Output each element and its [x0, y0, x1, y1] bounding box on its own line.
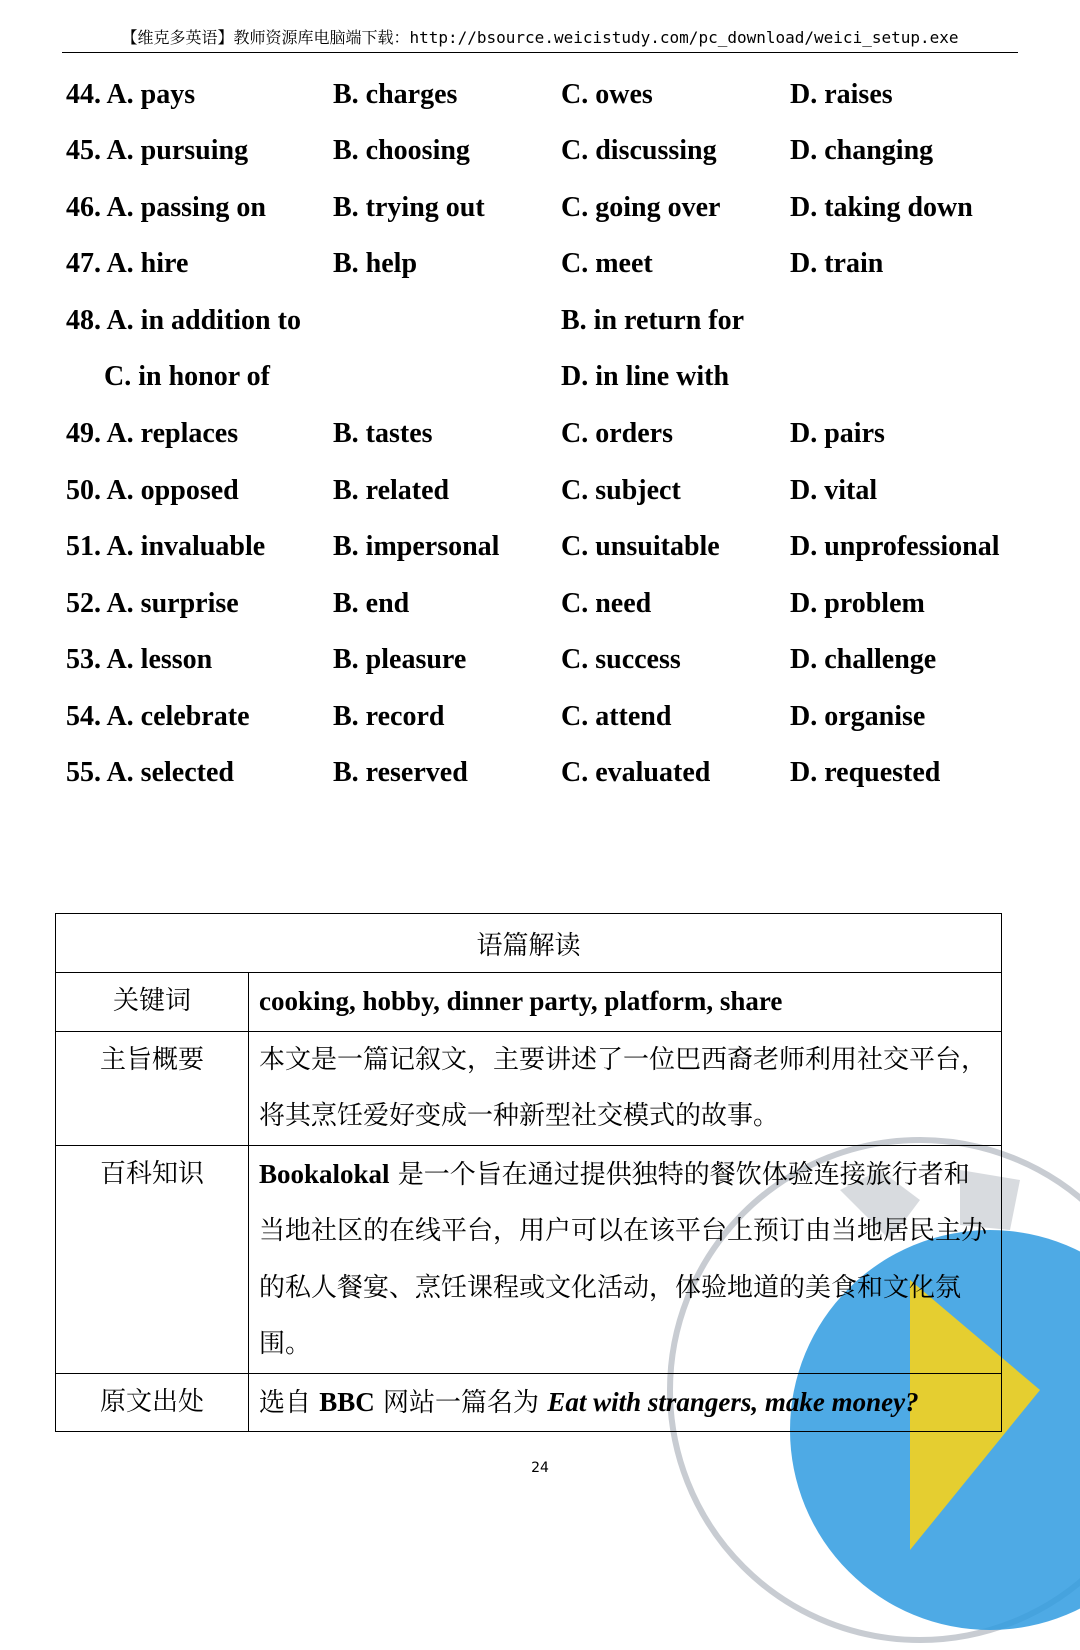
option-b: B. end [333, 588, 410, 619]
option-c: C. unsuitable [561, 531, 720, 562]
option-b: B. charges [333, 79, 458, 110]
option-a: 55. A. selected [66, 757, 234, 788]
option-b: B. help [333, 248, 418, 279]
option-c: C. subject [561, 475, 681, 506]
source-prefix: 选自 [259, 1387, 320, 1418]
source-label: 原文出处 [56, 1373, 249, 1432]
option-a: 46. A. passing on [66, 192, 266, 223]
option-a: 44. A. pays [66, 79, 196, 110]
option-c: C. meet [561, 248, 653, 279]
option-d: D. raises [790, 79, 893, 110]
option-a: 51. A. invaluable [66, 531, 266, 562]
option-b: B. related [333, 475, 450, 506]
source-content [249, 1373, 1002, 1432]
option-d: D. in line with [561, 361, 730, 392]
option-a: 48. A. in addition to [66, 305, 301, 336]
option-a: 49. A. replaces [66, 418, 239, 449]
option-c: C. discussing [561, 135, 717, 166]
keywords-label: 关键词 [56, 973, 249, 1032]
option-d: D. unprofessional [790, 531, 1000, 562]
option-d: D. train [790, 248, 884, 279]
option-c: C. going over [561, 192, 721, 223]
option-d: D. organise [790, 701, 926, 732]
summary-content: 本文是一篇记叙文，主要讲述了一位巴西裔老师利用社交平台，将其烹饪爱好变成一种新型社交模式的故事。 [249, 1031, 1002, 1145]
option-d: D. challenge [790, 644, 937, 675]
option-c: C. in honor of [104, 361, 270, 392]
option-b: B. record [333, 701, 445, 732]
option-c: C. owes [561, 79, 653, 110]
option-d: D. vital [790, 475, 878, 506]
summary-label: 主旨概要 [56, 1031, 249, 1145]
knowledge-text: 是一个旨在通过提供独特的餐饮体验连接旅行者和当地社区的在线平台，用户可以在该平台上预订由当地居民主办的私人餐宴、烹饪课程或文化活动，体验地道的美食和文化氛围。 [259, 1159, 988, 1359]
source-mid: 网站一篇名为 [374, 1387, 548, 1418]
option-c: C. attend [561, 701, 672, 732]
option-a: 53. A. lesson [66, 644, 213, 675]
option-d: D. taking down [790, 192, 973, 223]
option-a: 52. A. surprise [66, 588, 239, 619]
option-b: B. reserved [333, 757, 468, 788]
option-d: D. problem [790, 588, 925, 619]
option-d: D. changing [790, 135, 934, 166]
source-article-title: Eat with strangers, make money? [547, 1386, 919, 1417]
page-header: 【维克多英语】教师资源库电脑端下载：http://bsource.weicistudy.com/pc_download/weici_setup.exe [62, 26, 1018, 53]
keywords-content [249, 973, 1002, 1032]
option-c: C. need [561, 588, 652, 619]
knowledge-content [249, 1145, 1002, 1373]
option-b: B. pleasure [333, 644, 467, 675]
option-a: 47. A. hire [66, 248, 189, 279]
knowledge-label: 百科知识 [56, 1145, 249, 1373]
page-number: 24 [531, 1460, 549, 1476]
option-c: C. success [561, 644, 681, 675]
option-b: B. choosing [333, 135, 470, 166]
option-a: 54. A. celebrate [66, 701, 250, 732]
knowledge-platform-name: Bookalokal [259, 1158, 390, 1189]
option-b: B. tastes [333, 418, 433, 449]
option-d: D. requested [790, 757, 941, 788]
option-c: C. evaluated [561, 757, 711, 788]
option-b: B. in return for [561, 305, 745, 336]
option-d: D. pairs [790, 418, 885, 449]
option-a: 45. A. pursuing [66, 135, 249, 166]
option-b: B. trying out [333, 192, 485, 223]
reading-analysis-table [55, 913, 1002, 1432]
table-title: 语篇解读 [56, 914, 1002, 973]
keywords-text: cooking, hobby, dinner party, platform, share [259, 986, 783, 1016]
option-b: B. impersonal [333, 531, 500, 562]
option-c: C. orders [561, 418, 673, 449]
option-a: 50. A. opposed [66, 475, 239, 506]
source-bbc: BBC [319, 1386, 375, 1417]
